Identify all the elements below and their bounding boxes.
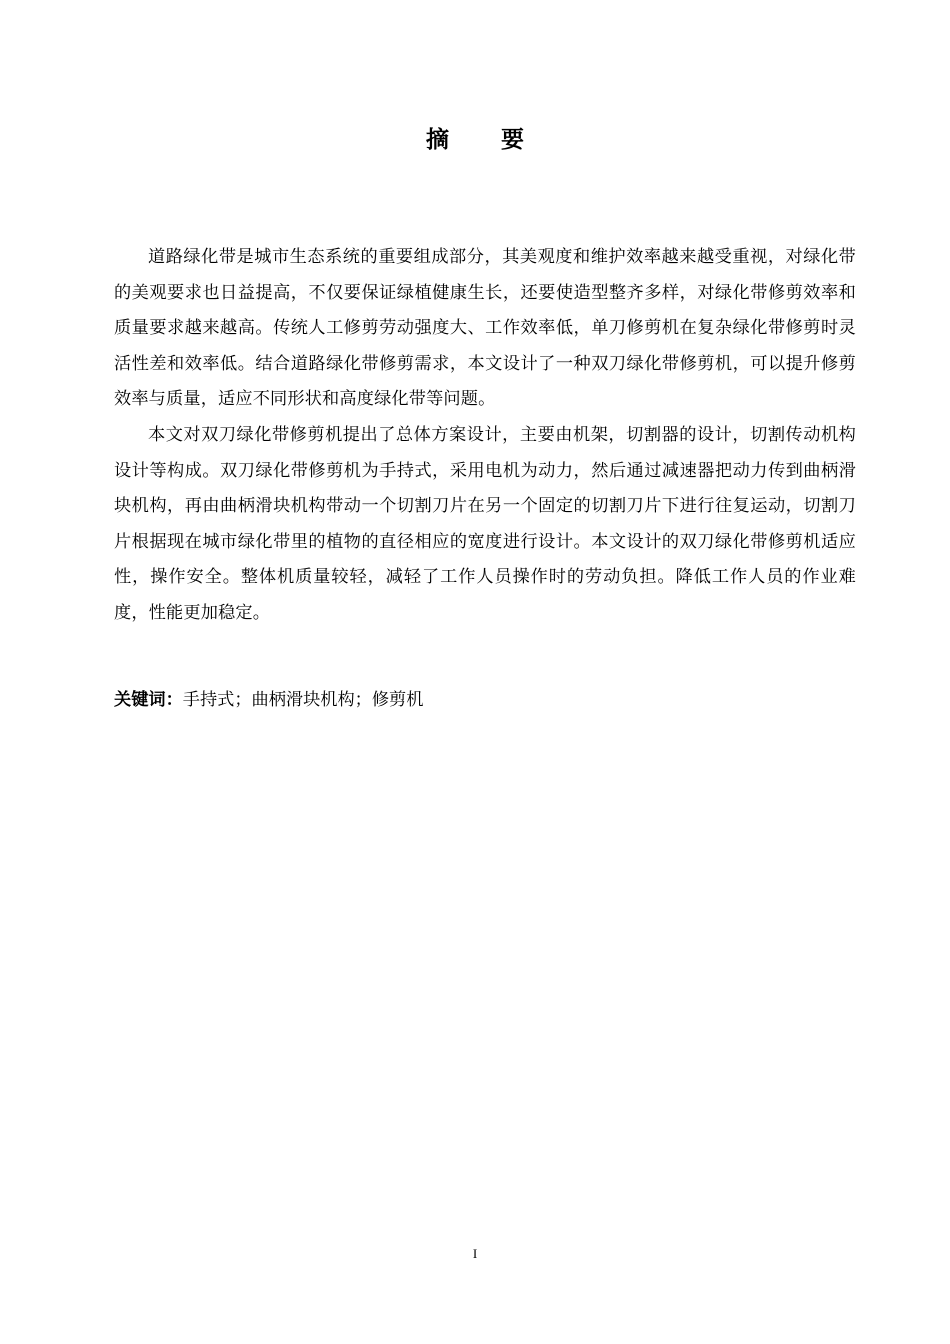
keywords-text: 手持式；曲柄滑块机构；修剪机 bbox=[182, 690, 424, 710]
keywords-label: 关键词： bbox=[114, 690, 183, 710]
abstract-paragraph-2: 本文对双刀绿化带修剪机提出了总体方案设计，主要由机架，切割器的设计，切割传动机构设计等构成。双刀绿化带修剪机为手持式，采用电机为动力，然后通过减速器把动力传到曲柄滑块机构，再由曲柄滑块机构带动一个切割刀片在另一个固定的切割刀片下进行往复运动，切割刀片根据现在城市绿化带里的植物的直径相应的宽度进行设计。本文设计的双刀绿化带修剪机适应性，操作安全。整体机质量较轻，减轻了工作人员操作时的劳动负担。降低工作人员的作业难度，性能更加稳定。 bbox=[114, 424, 856, 623]
abstract-body bbox=[114, 240, 856, 632]
page-number: I bbox=[472, 1246, 478, 1261]
abstract-title: 摘 要 bbox=[425, 126, 546, 153]
abstract-paragraph-1: 道路绿化带是城市生态系统的重要组成部分，其美观度和维护效率越来越受重视，对绿化带的美观要求也日益提高，不仅要保证绿植健康生长，还要使造型整齐多样，对绿化带修剪效率和质量要求越来越高。传统人工修剪劳动强度大、工作效率低，单刀修剪机在复杂绿化带修剪时灵活性差和效率低。结合道路绿化带修剪需求，本文设计了一种双刀绿化带修剪机，可以提升修剪效率与质量，适应不同形状和高度绿化带等问题。 bbox=[114, 247, 856, 410]
keywords-line bbox=[114, 683, 423, 717]
